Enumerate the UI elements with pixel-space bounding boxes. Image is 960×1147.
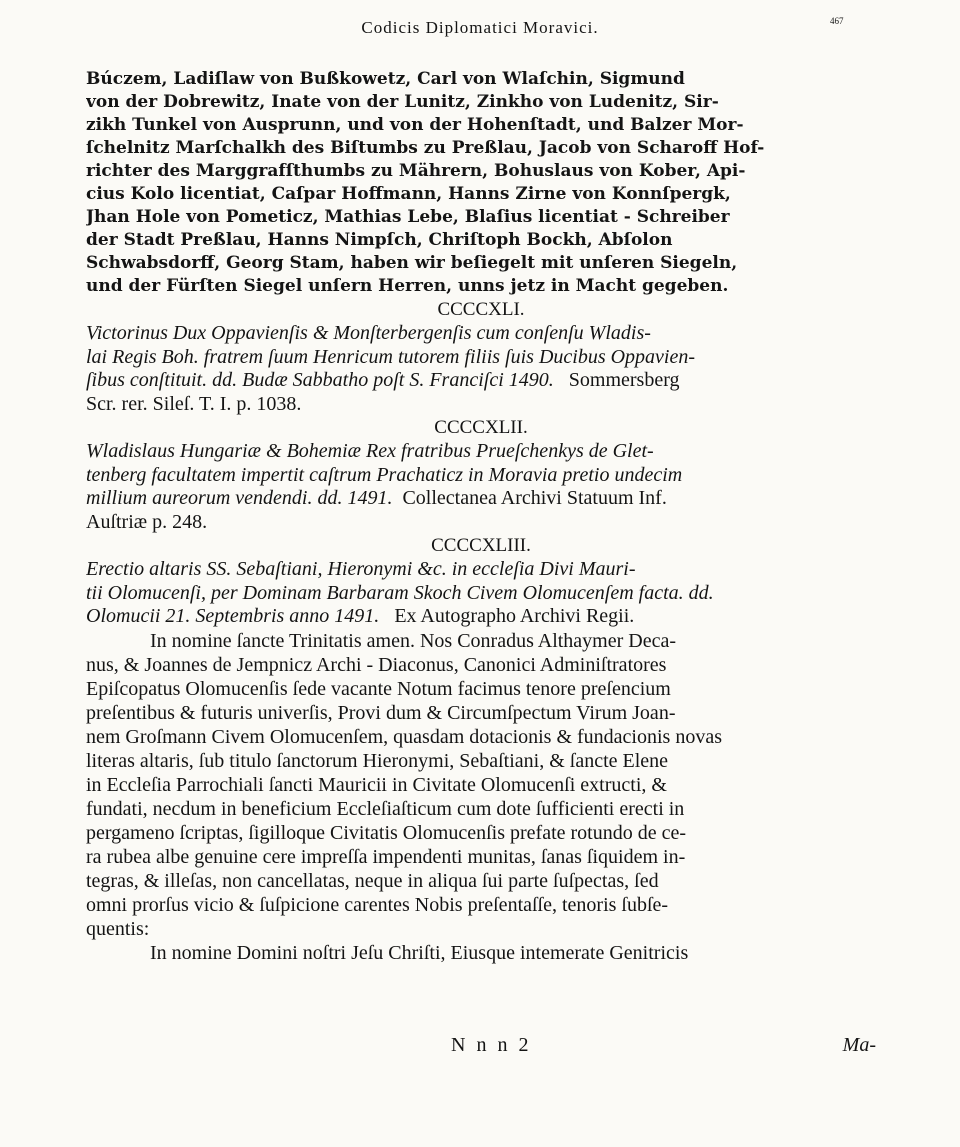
text-line: In nomine ſancte Trinitatis amen. Nos Conradus Althaymer Deca- bbox=[150, 629, 677, 652]
text-line: In nomine Domini noſtri Jeſu Chriſti, Eiusque intemerate Genitricis bbox=[150, 941, 689, 964]
text-line: tii Olomucenſi, per Dominam Barbaram Skoch Civem Olomucenſem facta. dd. bbox=[86, 581, 714, 604]
text-line: quentis: bbox=[86, 917, 150, 940]
text-line: lai Regis Boh. fratrem ſuum Henricum tutorem filiis ſuis Ducibus Oppavien- bbox=[86, 345, 696, 368]
running-header: Codicis Diplomatici Moravici. bbox=[361, 18, 599, 37]
text-line bbox=[86, 605, 876, 629]
text-line: in Eccleſia Parrochiali ſancti Mauricii in Civitate Olomucenſi extructi, & bbox=[86, 773, 667, 796]
text-line: von der Dobrewitz, Inate von der Lunitz, Zinkho von Ludenitz, Sir- bbox=[86, 92, 719, 112]
text-line: Schwabsdorff, Georg Stam, haben wir beſiegelt mit unſeren Siegeln, bbox=[86, 253, 738, 273]
text-line: richter des Marggrafſthumbs zu Mährern, Bohuslaus von Kober, Api- bbox=[86, 161, 746, 181]
entry-summary bbox=[86, 322, 876, 416]
source-reference: Ex Autographo Archivi Regii. bbox=[394, 605, 635, 627]
text-line: literas altaris, ſub titulo ſanctorum Hieronymi, Sebaſtiani, & ſancte Elene bbox=[86, 749, 669, 772]
signature-mark: N n n 2 bbox=[451, 1034, 532, 1056]
summary-text: millium aureorum vendendi. dd. 1491. bbox=[86, 487, 393, 509]
entry-number: CCCCXLII. bbox=[434, 417, 528, 438]
text-line: nem Groſmann Civem Olomucenſem, quasdam dotacionis & fundacionis novas bbox=[86, 725, 722, 748]
entry-number: CCCCXLIII. bbox=[431, 535, 531, 556]
text-line: preſentibus & futuris univerſis, Provi dum & Circumſpectum Virum Joan- bbox=[86, 701, 676, 724]
source-reference: Sommersberg bbox=[568, 369, 680, 391]
german-paragraph bbox=[86, 68, 876, 298]
text-line: Auſtriæ p. 248. bbox=[86, 510, 208, 533]
text-line: Wladislaus Hungariæ & Bohemiæ Rex fratribus Prueſchenkys de Glet- bbox=[86, 440, 654, 462]
summary-text: ſibus conſtituit. dd. Budæ Sabbatho poſt S. Franciſci 1490. bbox=[86, 369, 554, 391]
page-body bbox=[86, 68, 876, 965]
entry-summary bbox=[86, 440, 876, 534]
text-line: zikh Tunkel von Ausprunn, und von der Hohenſtadt, und Balzer Mor- bbox=[86, 115, 744, 135]
text-line: cius Kolo licentiat, Caſpar Hoffmann, Hanns Zirne von Konnſpergk, bbox=[86, 184, 731, 204]
text-line: ra rubea albe genuine cere impreſſa impendenti munitas, ſanas ſiquidem in- bbox=[86, 845, 686, 868]
page-number: 467 bbox=[830, 16, 844, 26]
charter-text bbox=[86, 629, 876, 965]
text-line: Scr. rer. Sileſ. T. I. p. 1038. bbox=[86, 392, 302, 415]
text-line: fundati, necdum in beneficium Eccleſiaſticum cum dote ſufficienti erecti in bbox=[86, 797, 685, 820]
text-line: ſchelnitz Marſchalkh des Biſtumbs zu Preßlau, Jacob von Scharoff Hof- bbox=[86, 138, 765, 158]
text-line bbox=[86, 369, 876, 393]
text-line bbox=[86, 487, 876, 511]
text-line: der Stadt Preßlau, Hanns Nimpſch, Chriſtoph Bockh, Abſolon bbox=[86, 230, 673, 250]
text-line: Erectio altaris SS. Sebaſtiani, Hieronymi &c. in eccleſia Divi Mauri- bbox=[86, 558, 636, 580]
catchword: Ma- bbox=[842, 1034, 876, 1056]
summary-text: Olomucii 21. Septembris anno 1491. bbox=[86, 605, 380, 627]
text-line: omni prorſus vicio & ſuſpicione carentes Nobis preſentaſſe, tenoris ſubſe- bbox=[86, 893, 669, 916]
entry-summary bbox=[86, 558, 876, 629]
text-line: und der Fürſten Siegel unſern Herren, unns jetz in Macht gegeben. bbox=[86, 276, 729, 296]
text-line: tenberg facultatem impertit caſtrum Prachaticz in Moravia pretio undecim bbox=[86, 463, 683, 486]
text-line: tegras, & illeſas, non cancellatas, neque in aliqua ſui parte ſuſpectas, ſed bbox=[86, 869, 659, 892]
entry-number: CCCCXLI. bbox=[437, 299, 525, 320]
text-line: pergameno ſcriptas, ſigilloque Civitatis Olomucenſis prefate rotundo de ce- bbox=[86, 821, 687, 844]
text-line: Jhan Hole von Pometicz, Mathias Lebe, Blaſius licentiat - Schreiber bbox=[86, 207, 730, 227]
text-line: Victorinus Dux Oppavienſis & Monſterbergenſis cum conſenſu Wladis- bbox=[86, 322, 651, 344]
text-line: nus, & Joannes de Jempnicz Archi - Diaconus, Canonici Adminiſtratores bbox=[86, 653, 667, 676]
text-line: Epiſcopatus Olomucenſis ſede vacante Notum facimus tenore preſencium bbox=[86, 677, 671, 700]
source-reference: Collectanea Archivi Statuum Inf. bbox=[402, 487, 667, 509]
text-line: Búczem, Ladiſlaw von Bußkowetz, Carl von Wlaſchin, Sigmund bbox=[86, 69, 685, 89]
